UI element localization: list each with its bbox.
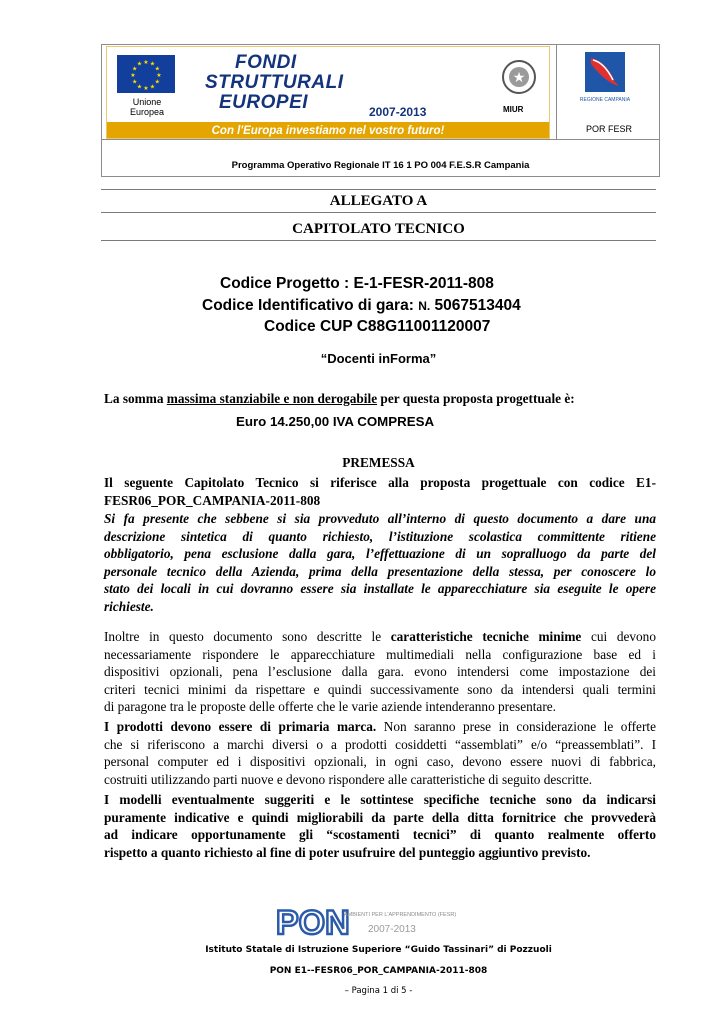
text-line: I prodotti devono essere di primaria marca. Non saranno prese in considerazione le offerte (104, 719, 656, 734)
project-name: “Docenti inForma” (320, 351, 437, 366)
programma-label: Programma Operativo Regionale IT 16 1 PO 004 F.E.S.R Campania (231, 160, 530, 171)
premessa-paragraph-3 (104, 718, 656, 788)
allegato-title: ALLEGATO A (329, 193, 428, 209)
bold-phrase: caratteristiche tecniche minime (390, 629, 582, 644)
eu-flag-icon (117, 55, 175, 93)
text-line: puramente indicative e quindi migliorabili da parte della ditta fornitrice che provvederà (104, 809, 656, 825)
bold-phrase: I prodotti devono essere di primaria marca. (104, 719, 377, 734)
programma-frame (101, 139, 660, 177)
footer-institute: Istituto Statale di Istruzione Superiore “Guido Tassinari” di Pozzuoli (205, 945, 552, 955)
premessa-paragraph-2 (104, 628, 656, 716)
text-line: costruiti utilizzando parti nuove e devono rispondere alle caratteristiche di seguito descritte. (104, 771, 593, 787)
premessa-heading: PREMESSA (342, 455, 415, 470)
por-fesr-label: POR FESR (585, 124, 632, 134)
text-line: personale tecnico della Azienda, prima della presentazione della stessa, per conoscere lo (104, 563, 656, 579)
svg-text:★: ★ (132, 78, 138, 86)
codice-gara-value: 5067513404 (434, 297, 521, 314)
svg-text:★: ★ (130, 72, 136, 79)
fondi-line: STRUTTURALI (205, 72, 344, 93)
svg-text:★: ★ (512, 70, 526, 86)
footer-code: PON E1--FESR06_POR_CAMPANIA-2011-808 (269, 966, 488, 976)
italian-emblem-icon (499, 57, 539, 97)
codice-progetto: Codice Progetto : E-1-FESR-2011-808 (220, 275, 494, 292)
svg-text:★: ★ (149, 60, 156, 68)
premessa-italic-note (104, 510, 656, 615)
divider (101, 212, 656, 213)
fondi-line: EUROPEI (219, 92, 309, 113)
premessa-paragraph-4 (104, 791, 656, 861)
text-line: Si fa presente che sebbene si sia provveduto all’interno di questo documento a dare una (104, 511, 656, 526)
text-line: I modelli eventualmente suggeriti e le sottintese specifiche tecniche sono da indicarsi (104, 792, 656, 807)
pon-logo-icon (355, 53, 473, 109)
svg-text:PON: PON (276, 904, 350, 942)
codice-gara-label: Codice Identificativo di gara: (202, 297, 414, 314)
pon-footer-logo-icon (272, 902, 472, 942)
eu-label: Unione Europea (129, 97, 165, 117)
regione-campania-logo-icon (575, 50, 635, 106)
text-line: Inoltre in questo documento sono descritte le caratteristiche tecniche minime cui devono (104, 629, 656, 644)
header-divider (556, 44, 557, 140)
text-line: personal computer ed i dispositivi opzionali, in ogni caso, devono essere nuovi di fabbrica, (104, 754, 656, 769)
svg-text:★: ★ (143, 59, 149, 66)
text-line: rispetto a quanto richiesto al fine di poter usufruire del punteggio aggiuntivo previsto. (104, 844, 591, 860)
text-line: ad indicare opportunamente gli “scostamenti tecnici” di quanto realmente offerto (104, 827, 656, 842)
svg-text:★: ★ (132, 65, 138, 73)
pon-banner (106, 46, 550, 139)
text-line: dispositivi opzionali, pena l’esclusione dalla gara. evono intendersi come impostazione dei (104, 664, 656, 679)
text-line: Il seguente Capitolato Tecnico si riferisce alla proposta progettuale con codice E1- (104, 475, 656, 490)
budget-amount: Euro 14.250,00 IVA COMPRESA (236, 414, 435, 429)
fondi-line: FONDI (235, 52, 297, 73)
page-number: – Pagina 1 di 5 - (344, 986, 413, 996)
miur-label: MIUR (503, 105, 524, 114)
capitolato-title: CAPITOLATO TECNICO (292, 221, 465, 237)
text-line: criteri tecnici minimi da rispettare e quindi successivamente sono da intendersi quali termini (104, 681, 656, 697)
text-line: che si riferiscono a marchi diversi o a prodotti cosiddetti “assemblati” e/o “preassemblati”. I (104, 736, 656, 752)
text-line: stato dei locali in cui dovranno essere sia installate le apparecchiature sia eseguite le opere (104, 581, 656, 596)
svg-text:★: ★ (143, 85, 149, 92)
svg-text:★: ★ (149, 83, 156, 91)
codice-gara (202, 297, 521, 315)
footer-logo-caption: AMBIENTI PER L'APPRENDIMENTO (FESR) (344, 912, 457, 918)
footer-logo-years: 2007-2013 (368, 924, 416, 935)
budget-underlined: massima stanziabile e non derogabile (166, 391, 378, 406)
svg-text:★: ★ (136, 60, 143, 68)
divider (101, 240, 656, 241)
svg-text:★: ★ (154, 78, 160, 86)
pon-years: 2007-2013 (369, 105, 427, 119)
codice-gara-n: N. (418, 299, 431, 313)
text-line: descrizione sintetica di quanto richiesto, l’istituzione scolastica committente ritiene (104, 528, 656, 544)
premessa-intro (104, 474, 656, 509)
text-line: FESR06_POR_CAMPANIA-2011-808 (104, 492, 321, 508)
codice-cup: Codice CUP C88G11001120007 (264, 318, 491, 335)
svg-text:★: ★ (136, 83, 143, 91)
svg-text:★: ★ (156, 72, 162, 79)
slogan-text: Con l'Europa investiamo nel vostro futuro! (211, 125, 445, 137)
text-line: di paragone tra le proposte delle offerte che le varie aziende intenderanno presentare. (104, 699, 556, 714)
svg-text:★: ★ (154, 65, 160, 73)
text-line: obbligatorio, pena esclusione dalla gara, l’effettuazione di un sopralluogo da parte del (104, 546, 656, 561)
region-label: REGIONE CAMPANIA (579, 97, 631, 103)
divider (101, 189, 656, 190)
text-line: necessariamente rispondere le apparecchiature multimediali nella configurazione base ed i (104, 646, 656, 662)
budget-sentence: La somma massima stanziabile e non derogabile per questa proposta progettuale è: (104, 391, 575, 406)
text-line: richieste. (104, 598, 154, 614)
